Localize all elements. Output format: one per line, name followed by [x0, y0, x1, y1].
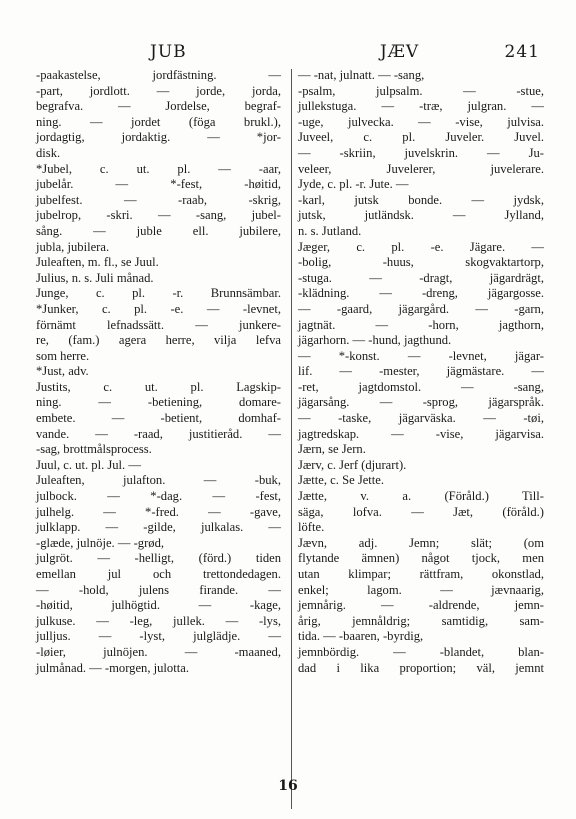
left-column-line: *Just, adv.	[36, 364, 89, 379]
right-column-line: löfte.	[298, 520, 325, 535]
left-column-line: Juleaften, m. fl., se Juul.	[36, 255, 159, 270]
right-column-line: -stuga. — -dragt, jägardrägt,	[298, 270, 544, 285]
right-column-line: — -nat, julnatt. — -sang,	[298, 68, 425, 82]
left-column-line: julklapp. — -gilde, julkalas. —	[36, 520, 281, 535]
right-column-line: -klädning. — -dreng, jägargosse.	[298, 286, 544, 301]
page-header	[34, 42, 540, 66]
left-column-line: jubelår. — *-fest, -høitid,	[36, 177, 281, 192]
right-column-line: — -skriin, juvelskrin. — Ju-	[298, 145, 544, 160]
right-column-line: jullekstuga. — -træ, julgran. —	[298, 99, 544, 114]
right-column-line: enkel; lagom. — jævnaarig,	[298, 582, 544, 597]
right-column-line: veleer, Juvelerer, juvelerare.	[298, 161, 544, 176]
left-column-line: jordagtig, jordaktig. — *jor-	[36, 130, 281, 145]
right-column-line: Jævn, adj. Jemn; slät; (om	[298, 535, 544, 550]
right-column-line: jutsk, jutländsk. — Jylland,	[298, 208, 544, 223]
left-column-line: -glæde, julnöje. — -grød,	[36, 535, 165, 550]
left-column-line: sång. — juble ell. jubilere,	[36, 223, 281, 238]
right-column-line: — -taske, jägarväska. — -tøi,	[298, 411, 544, 426]
right-column-line: -ret, jagtdomstol. — -sang,	[298, 379, 544, 394]
left-column-line: julgröt. — -helligt, (förd.) tiden	[36, 551, 281, 566]
right-column-line: — *-konst. — -levnet, jägar-	[298, 348, 544, 363]
left-column-line: som herre.	[36, 348, 90, 363]
right-column-line: Jæger, c. pl. -e. Jägare. —	[298, 239, 544, 254]
right-column-line: Jætte, v. a. (Föråld.) Till-	[298, 489, 544, 504]
left-column-line: Juleaften, julafton. — -buk,	[36, 473, 281, 488]
page-number: 241	[504, 42, 540, 62]
left-column-line: förnämt lefnadssätt. — junkere-	[36, 317, 281, 332]
right-column-line: årig, jemnåldrig; samtidig, sam-	[298, 613, 544, 628]
left-column-line: -part, jordlott. — jorde, jorda,	[36, 83, 281, 98]
left-column-line: — -hold, julens firande. —	[36, 582, 281, 597]
right-column-line: lif. — -mester, jägmästare. —	[298, 364, 544, 379]
right-column-line: Jærn, se Jern.	[298, 442, 366, 457]
right-column-line: jemnbördig. — -blandet, blan-	[298, 644, 544, 659]
left-column-line: re, (fam.) agera herre, vilja lefva	[36, 333, 281, 348]
right-column-line: jagtnät. — -horn, jagthorn,	[298, 317, 544, 332]
left-column-line: -løier, julnöjen. — -maaned,	[36, 644, 281, 659]
left-column-line: -sag, brottmålsprocess.	[36, 442, 152, 457]
left-column-line: *Jubel, c. ut. pl. — -aar,	[36, 161, 281, 176]
left-column-line: julhelg. — *-fred. — -gave,	[36, 504, 281, 519]
header-right-guideword: JÆV	[380, 42, 420, 62]
right-column-line: Jætte, c. Se Jette.	[298, 473, 385, 488]
left-column-line: jubla, jubilera.	[36, 239, 110, 254]
left-column-line: julljus. — -lyst, julglädje. —	[36, 629, 281, 644]
right-column-line: Jærv, c. Jerf (djurart).	[298, 457, 407, 472]
header-left-guideword: JUB	[150, 42, 187, 62]
right-column-line: säga, lofva. — Jæt, (föråld.)	[298, 504, 544, 519]
right-column-line: -karl, jutsk bonde. — jydsk,	[298, 192, 544, 207]
right-column-line: utan klimpar; rättfram, okonstlad,	[298, 567, 544, 581]
left-column-line: jubelrop, -skri. — -sang, jubel-	[36, 208, 281, 223]
left-column-line: Juul, c. ut. pl. Jul. —	[36, 457, 141, 472]
right-column	[298, 68, 544, 676]
left-column-line: begrafva. — Jordelse, begraf-	[36, 99, 281, 114]
left-column-line: vande. — -raad, justitieråd. —	[36, 426, 281, 441]
right-column-line: Juveel, c. pl. Juveler. Juvel.	[298, 130, 544, 145]
left-column-line: disk.	[36, 145, 61, 160]
right-column-line: jagtredskap. — -vise, jägarvisa.	[298, 426, 544, 441]
left-column-line: Junge, c. pl. -r. Brunnsämbar.	[36, 286, 281, 301]
right-column-line: -bolig, -huus, skogvaktartorp,	[298, 255, 544, 270]
left-column-line: julbock. — *-dag. — -fest,	[36, 489, 281, 504]
left-column-line: -høitid, julhögtid. — -kage,	[36, 598, 281, 613]
left-column-line: jubelfest. — -raab, -skrig,	[36, 192, 281, 207]
right-column-line: jägarhorn. — -hund, jagthund.	[298, 333, 452, 348]
left-column-line: julkuse. — -leg, jullek. — -lys,	[36, 613, 281, 628]
left-column-line: *Junker, c. pl. -e. — -levnet,	[36, 301, 281, 316]
left-column-line: emellan jul och trettondedagen.	[36, 567, 281, 581]
left-column	[36, 68, 281, 676]
left-column-line: -paakastelse, jordfästning. —	[36, 68, 281, 82]
left-column-line: Julius, n. s. Juli månad.	[36, 270, 154, 285]
right-column-line: — -gaard, jägargård. — -garn,	[298, 301, 544, 316]
right-column-line: tida. — -baaren, -byrdig,	[298, 629, 424, 644]
right-column-line: jemnårig. — -aldrende, jemn-	[298, 598, 544, 613]
right-column-line: -uge, julvecka. — -vise, julvisa.	[298, 114, 544, 129]
left-column-line: ning. — jordet (föga brukl.),	[36, 114, 281, 129]
left-column-line: ning. — -betiening, domare-	[36, 395, 281, 410]
right-column-line: -psalm, julpsalm. — -stue,	[298, 83, 544, 98]
left-column-line: julmånad. — -morgen, julotta.	[36, 660, 189, 675]
right-column-line: dad i lika proportion; väl, jemnt	[298, 660, 544, 675]
right-column-line: n. s. Jutland.	[298, 223, 362, 238]
left-column-line: Justits, c. ut. pl. Lagskip-	[36, 379, 281, 394]
right-column-line: Jyde, c. pl. -r. Jute. —	[298, 177, 409, 192]
signature-mark: 16	[278, 778, 298, 794]
right-column-line: flytande ämnen) något tjock, men	[298, 551, 544, 566]
column-divider	[291, 69, 292, 809]
right-column-line: jägarsång. — -sprog, jägarspråk.	[298, 395, 544, 410]
left-column-line: embete. — -betient, domhaf-	[36, 411, 281, 426]
